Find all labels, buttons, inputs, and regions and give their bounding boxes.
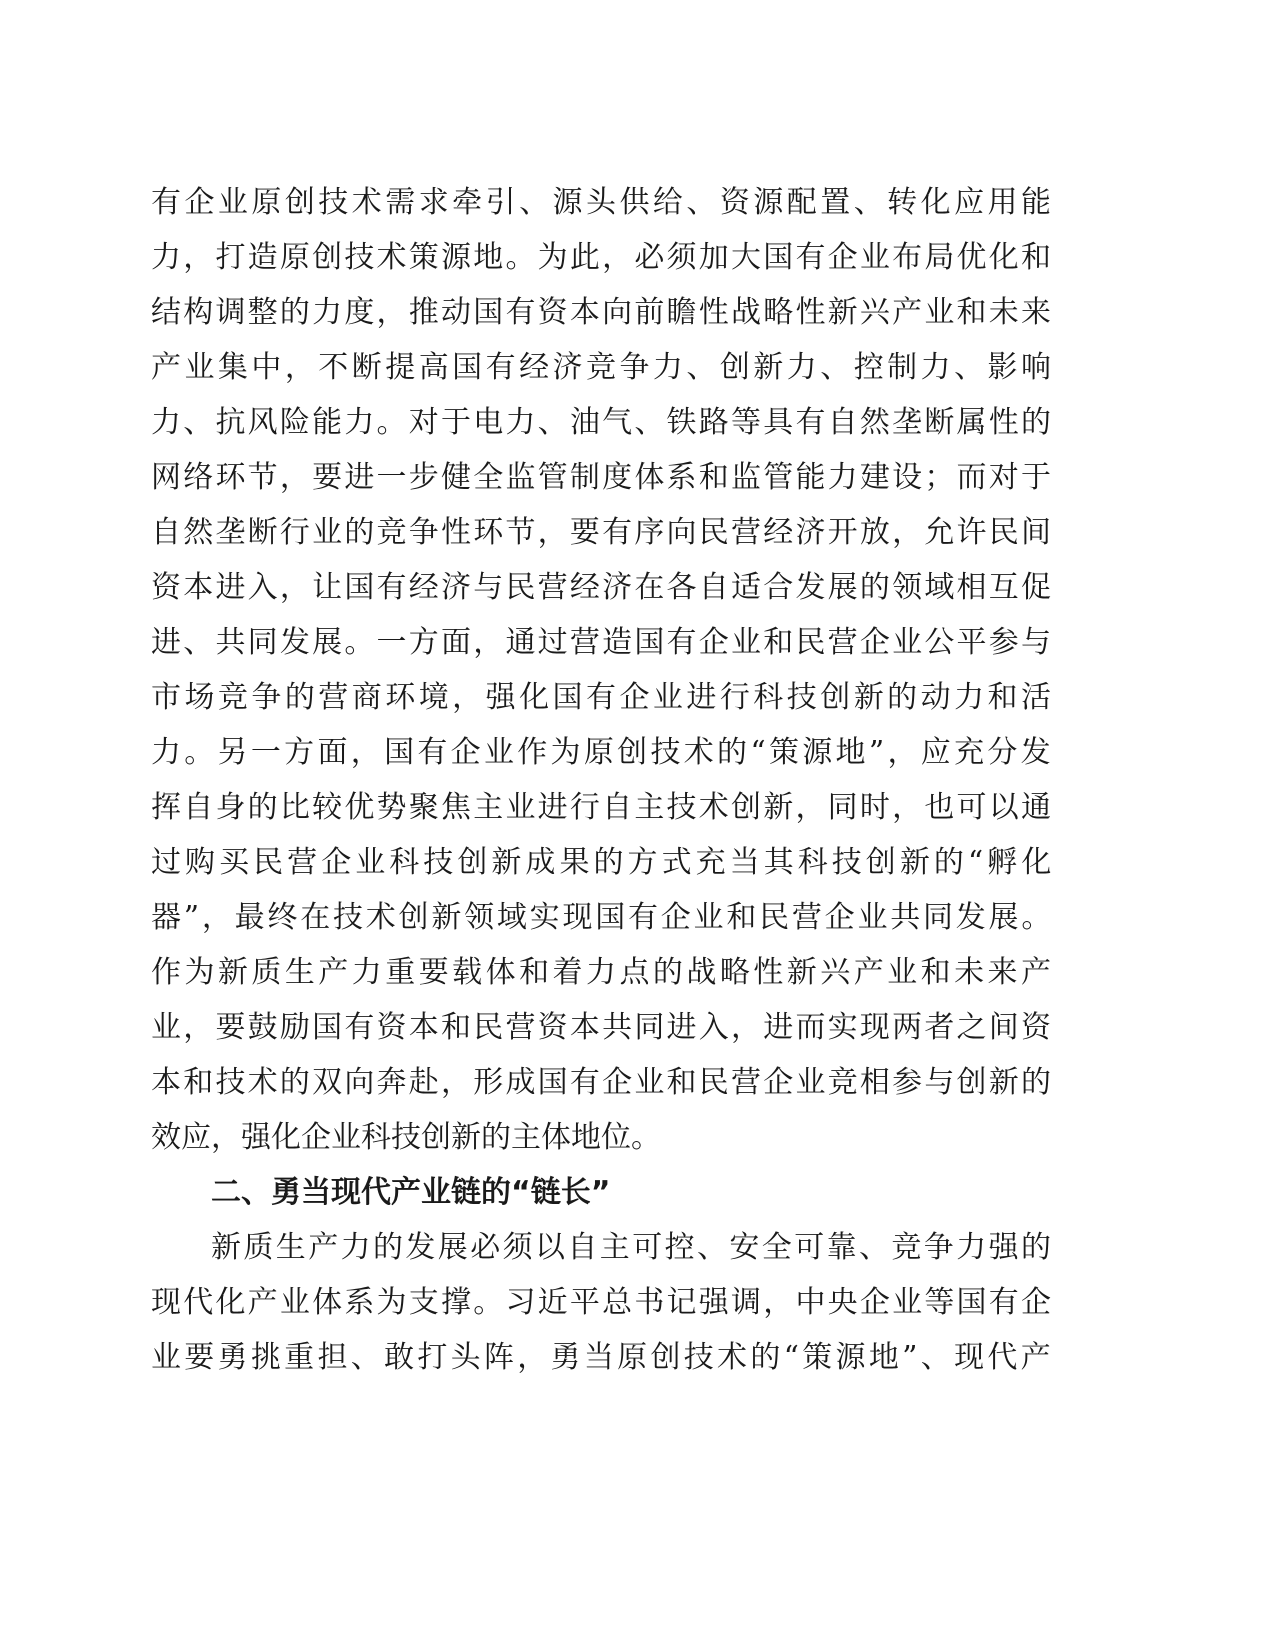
text-line: 过购买民营企业科技创新成果的方式充当其科技创新的“孵化 xyxy=(151,845,1056,880)
text-line: 资本进入，让国有经济与民营经济在各自适合发展的领域相互促 xyxy=(151,570,1054,605)
text-line: 效应，强化企业科技创新的主体地位。 xyxy=(151,1120,661,1155)
section-heading: 二、勇当现代产业链的“链长” xyxy=(211,1175,611,1210)
text-line: 产业集中，不断提高国有经济竞争力、创新力、控制力、影响 xyxy=(151,350,1055,385)
text-line: 本和技术的双向奔赴，形成国有企业和民营企业竞相参与创新的 xyxy=(151,1065,1054,1100)
text-line: 市场竞争的营商环境，强化国有企业进行科技创新的动力和活 xyxy=(151,680,1055,715)
text-line: 自然垄断行业的竞争性环节，要有序向民营经济开放，允许民间 xyxy=(151,515,1054,550)
text-line: 有企业原创技术需求牵引、源头供给、资源配置、转化应用能 xyxy=(151,185,1055,220)
text-line: 结构调整的力度，推动国有资本向前瞻性战略性新兴产业和未来 xyxy=(151,295,1054,330)
text-line: 力。另一方面，国有企业作为原创技术的“策源地”，应充分发 xyxy=(151,735,1054,770)
text-line: 新质生产力的发展必须以自主可控、安全可靠、竞争力强的 xyxy=(211,1230,1054,1265)
text-line: 进、共同发展。一方面，通过营造国有企业和民营企业公平参与 xyxy=(151,625,1054,660)
text-line: 网络环节，要进一步健全监管制度体系和监管能力建设；而对于 xyxy=(151,460,1054,495)
text-line: 器”，最终在技术创新领域实现国有企业和民营企业共同发展。 xyxy=(151,900,1055,935)
text-line: 业，要鼓励国有资本和民营资本共同进入，进而实现两者之间资 xyxy=(151,1010,1054,1045)
text-line: 力，打造原创技术策源地。为此，必须加大国有企业布局优化和 xyxy=(151,240,1054,275)
text-line: 作为新质生产力重要载体和着力点的战略性新兴产业和未来产 xyxy=(151,955,1055,990)
text-line: 现代化产业体系为支撑。习近平总书记强调，中央企业等国有企 xyxy=(151,1285,1054,1320)
text-line: 挥自身的比较优势聚焦主业进行自主技术创新，同时，也可以通 xyxy=(151,790,1054,825)
text-line: 力、抗风险能力。对于电力、油气、铁路等具有自然垄断属性的 xyxy=(151,405,1054,440)
text-line: 业要勇挑重担、敢打头阵，勇当原创技术的“策源地”、现代产 xyxy=(151,1340,1054,1375)
